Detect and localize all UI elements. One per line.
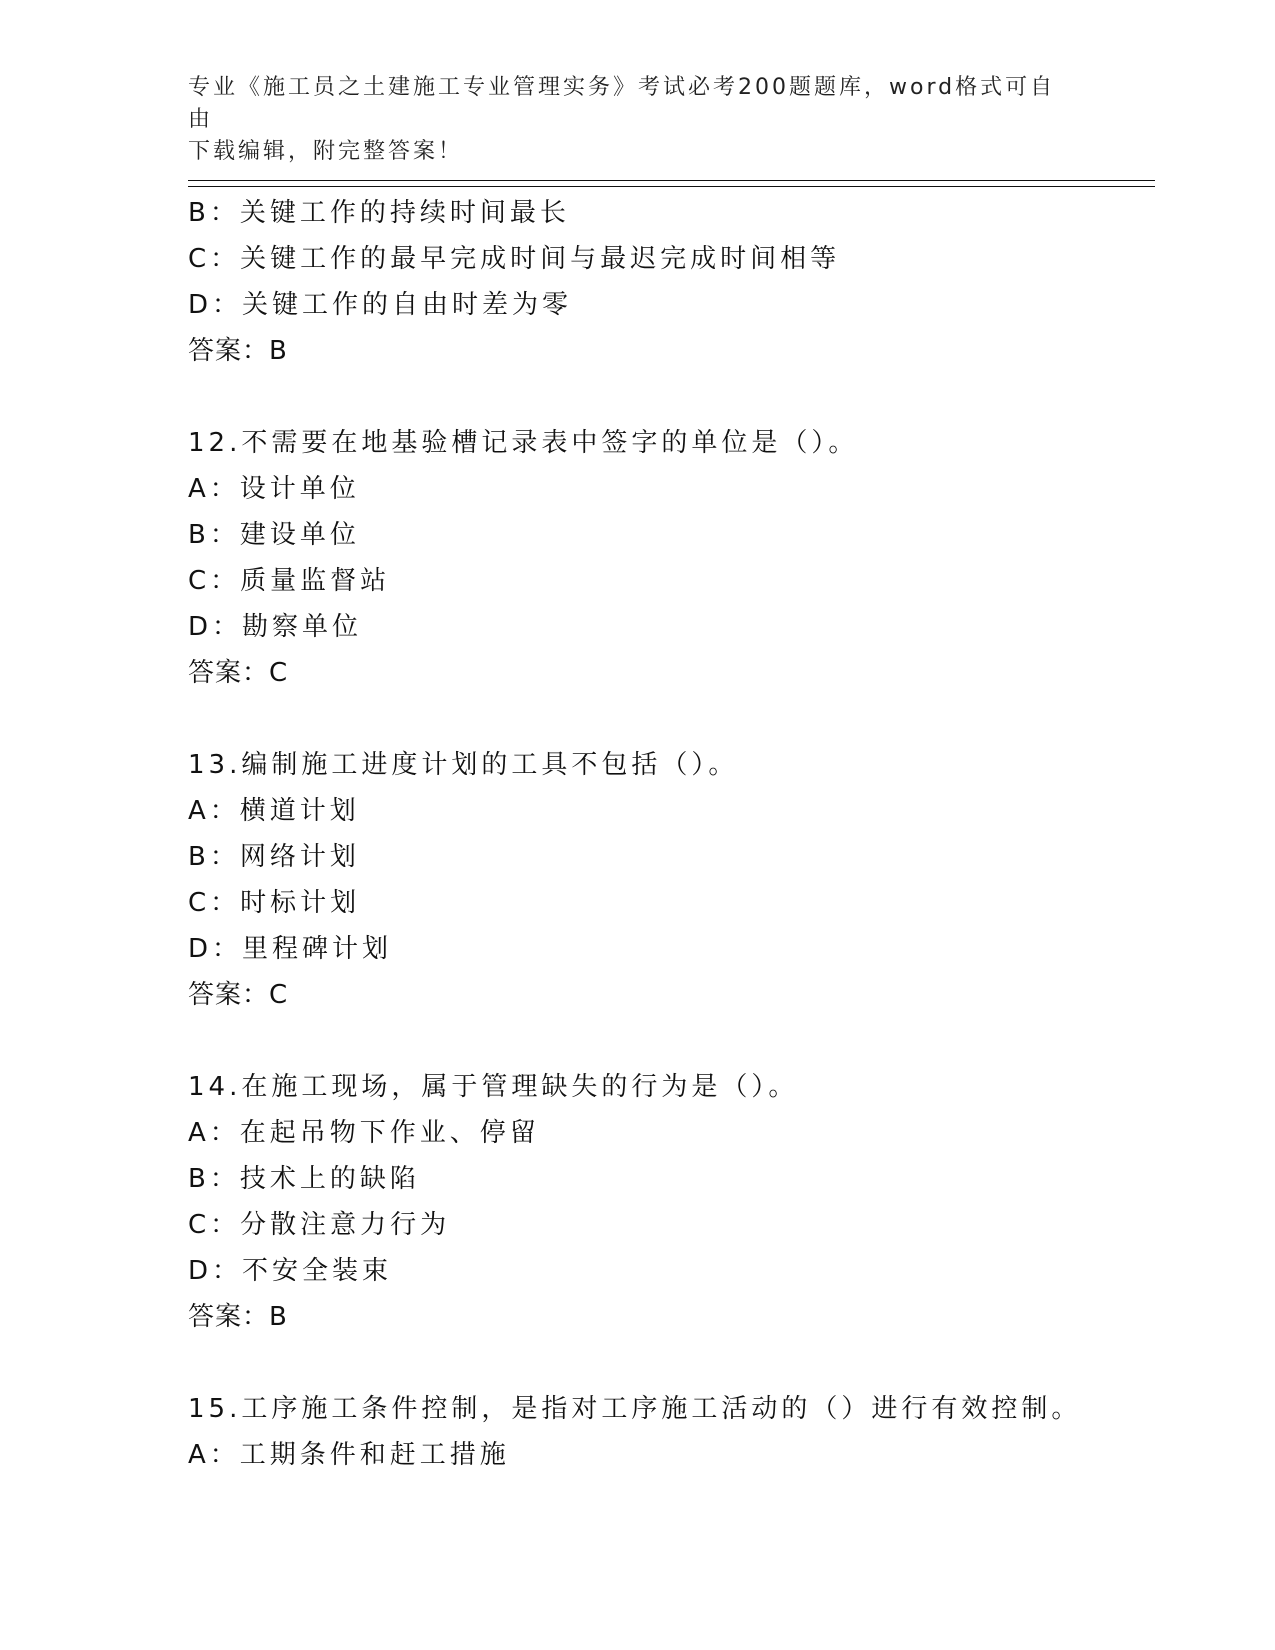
header-title-line-2: 下载编辑，附完整答案！ bbox=[188, 139, 464, 164]
option-b: B：建设单位 bbox=[188, 520, 360, 550]
option-c: C：分散注意力行为 bbox=[188, 1210, 451, 1240]
answer-line: 答案：B bbox=[188, 336, 288, 366]
document-header bbox=[188, 72, 1068, 168]
option-b: B：技术上的缺陷 bbox=[188, 1164, 420, 1194]
option-d: D：勘察单位 bbox=[188, 612, 363, 642]
option-c: C：时标计划 bbox=[188, 888, 361, 918]
question-stem: 12.不需要在地基验槽记录表中签字的单位是（）。 bbox=[188, 428, 859, 458]
option-a: A：横道计划 bbox=[188, 796, 360, 826]
question-continued bbox=[188, 190, 1148, 374]
question-spacer bbox=[188, 1018, 1148, 1064]
answer-line: 答案：C bbox=[188, 980, 289, 1010]
question-spacer bbox=[188, 1340, 1148, 1386]
option-d: D：里程碑计划 bbox=[188, 934, 393, 964]
header-title-line-1: 专业《施工员之土建施工专业管理实务》考试必考200题题库，word格式可自由 bbox=[188, 75, 1056, 132]
option-a: A：在起吊物下作业、停留 bbox=[188, 1118, 540, 1148]
answer-line: 答案：C bbox=[188, 658, 289, 688]
question-12 bbox=[188, 420, 1148, 696]
question-stem: 14.在施工现场，属于管理缺失的行为是（）。 bbox=[188, 1072, 799, 1102]
answer-line: 答案：B bbox=[188, 1302, 288, 1332]
option-a: A：工期条件和赶工措施 bbox=[188, 1440, 510, 1470]
option-c: C：质量监督站 bbox=[188, 566, 391, 596]
header-double-rule bbox=[188, 180, 1155, 187]
question-stem: 13.编制施工进度计划的工具不包括（）。 bbox=[188, 750, 739, 780]
question-14 bbox=[188, 1064, 1148, 1340]
question-spacer bbox=[188, 696, 1148, 742]
option-d: D：关键工作的自由时差为零 bbox=[188, 290, 573, 320]
option-d: D：不安全装束 bbox=[188, 1256, 393, 1286]
question-stem: 15.工序施工条件控制，是指对工序施工活动的（）进行有效控制。 bbox=[188, 1394, 1082, 1424]
option-b: B：关键工作的持续时间最长 bbox=[188, 198, 570, 228]
question-15 bbox=[188, 1386, 1148, 1478]
option-b: B：网络计划 bbox=[188, 842, 360, 872]
option-c: C：关键工作的最早完成时间与最迟完成时间相等 bbox=[188, 244, 841, 274]
question-13 bbox=[188, 742, 1148, 1018]
option-a: A：设计单位 bbox=[188, 474, 360, 504]
question-list bbox=[188, 190, 1148, 1478]
question-spacer bbox=[188, 374, 1148, 420]
